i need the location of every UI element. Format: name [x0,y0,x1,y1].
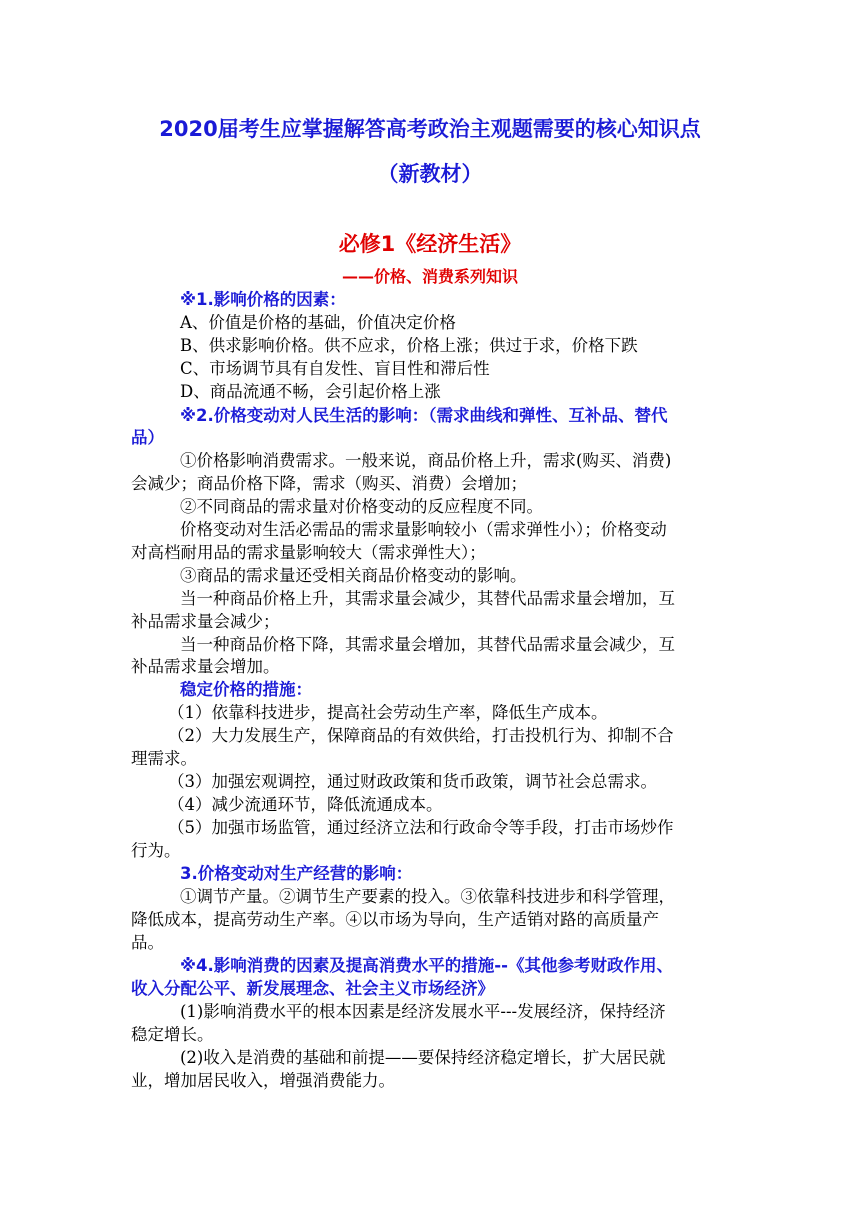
text-line: 降低成本，提高劳动生产率。④以市场为导向，生产适销对路的高质量产 [131,910,659,929]
module-subtitle: ——价格、消费系列知识 [341,267,518,286]
text-line: C、市场调节具有自发性、盲目性和滞后性 [180,359,490,378]
text-line: 业，增加居民收入，增强消费能力。 [131,1071,395,1090]
text-line: ②不同商品的需求量对价格变动的反应程度不同。 [180,497,543,516]
doc-title-line-2: （新教材） [377,162,483,186]
text-line: 品。 [131,933,164,952]
text-line: 会减少；商品价格下降，需求（购买、消费）会增加； [131,474,527,493]
module-title: 必修1《经济生活》 [338,232,522,256]
text-line: （4）减少流通环节，降低流通成本。 [168,795,443,814]
text-line: 稳定增长。 [131,1025,214,1044]
doc-title-line-1: 2020届考生应掌握解答高考政治主观题需要的核心知识点 [159,117,701,141]
text-line: 当一种商品价格上升，其需求量会减少，其替代品需求量会增加，互 [180,589,675,608]
text-line: ①价格影响消费需求。一般来说，商品价格上升，需求(购买、消费) [180,451,672,470]
text-line: 补品需求量会增加。 [131,657,280,676]
text-line: （3）加强宏观调控，通过财政政策和货币政策，调节社会总需求。 [168,772,657,791]
section-heading: 3.价格变动对生产经营的影响： [180,864,413,883]
text-line: (1)影响消费水平的根本因素是经济发展水平---发展经济，保持经济 [180,1002,666,1021]
text-line: ③商品的需求量还受相关商品价格变动的影响。 [180,566,527,585]
text-line: （5）加强市场监管，通过经济立法和行政命令等手段，打击市场炒作 [168,818,674,837]
section-heading-cont: 品） [131,428,164,447]
text-line: 行为。 [131,841,181,860]
section-heading-cont: 收入分配公平、新发展理念、社会主义市场经济》 [131,979,494,998]
section-heading: ※2.价格变动对人民生活的影响：（需求曲线和弹性、互补品、替代 [180,406,668,425]
text-line: 补品需求量会减少； [131,612,280,631]
text-line: A、价值是价格的基础，价值决定价格 [180,313,456,332]
text-line: 理需求。 [131,749,197,768]
section-heading: 稳定价格的措施： [180,680,312,699]
section-heading: ※1.影响价格的因素： [180,290,346,309]
text-line: 当一种商品价格下降，其需求量会增加，其替代品需求量会减少，互 [180,635,675,654]
text-line: D、商品流通不畅，会引起价格上涨 [180,382,441,401]
text-line: (2)收入是消费的基础和前提——要保持经济稳定增长，扩大居民就 [180,1048,666,1067]
text-line: B、供求影响价格。供不应求，价格上涨；供过于求，价格下跌 [180,336,638,355]
text-line: （2）大力发展生产，保障商品的有效供给，打击投机行为、抑制不合 [168,726,674,745]
section-heading: ※4.影响消费的因素及提高消费水平的措施--《其他参考财政作用、 [180,956,673,975]
text-line: （1）依靠科技进步，提高社会劳动生产率，降低生产成本。 [168,703,608,722]
text-line: 价格变动对生活必需品的需求量影响较小（需求弹性小）；价格变动 [180,520,667,539]
text-line: ①调节产量。②调节生产要素的投入。③依靠科技进步和科学管理， [180,887,675,906]
text-line: 对高档耐用品的需求量影响较大（需求弹性大）； [131,543,486,562]
